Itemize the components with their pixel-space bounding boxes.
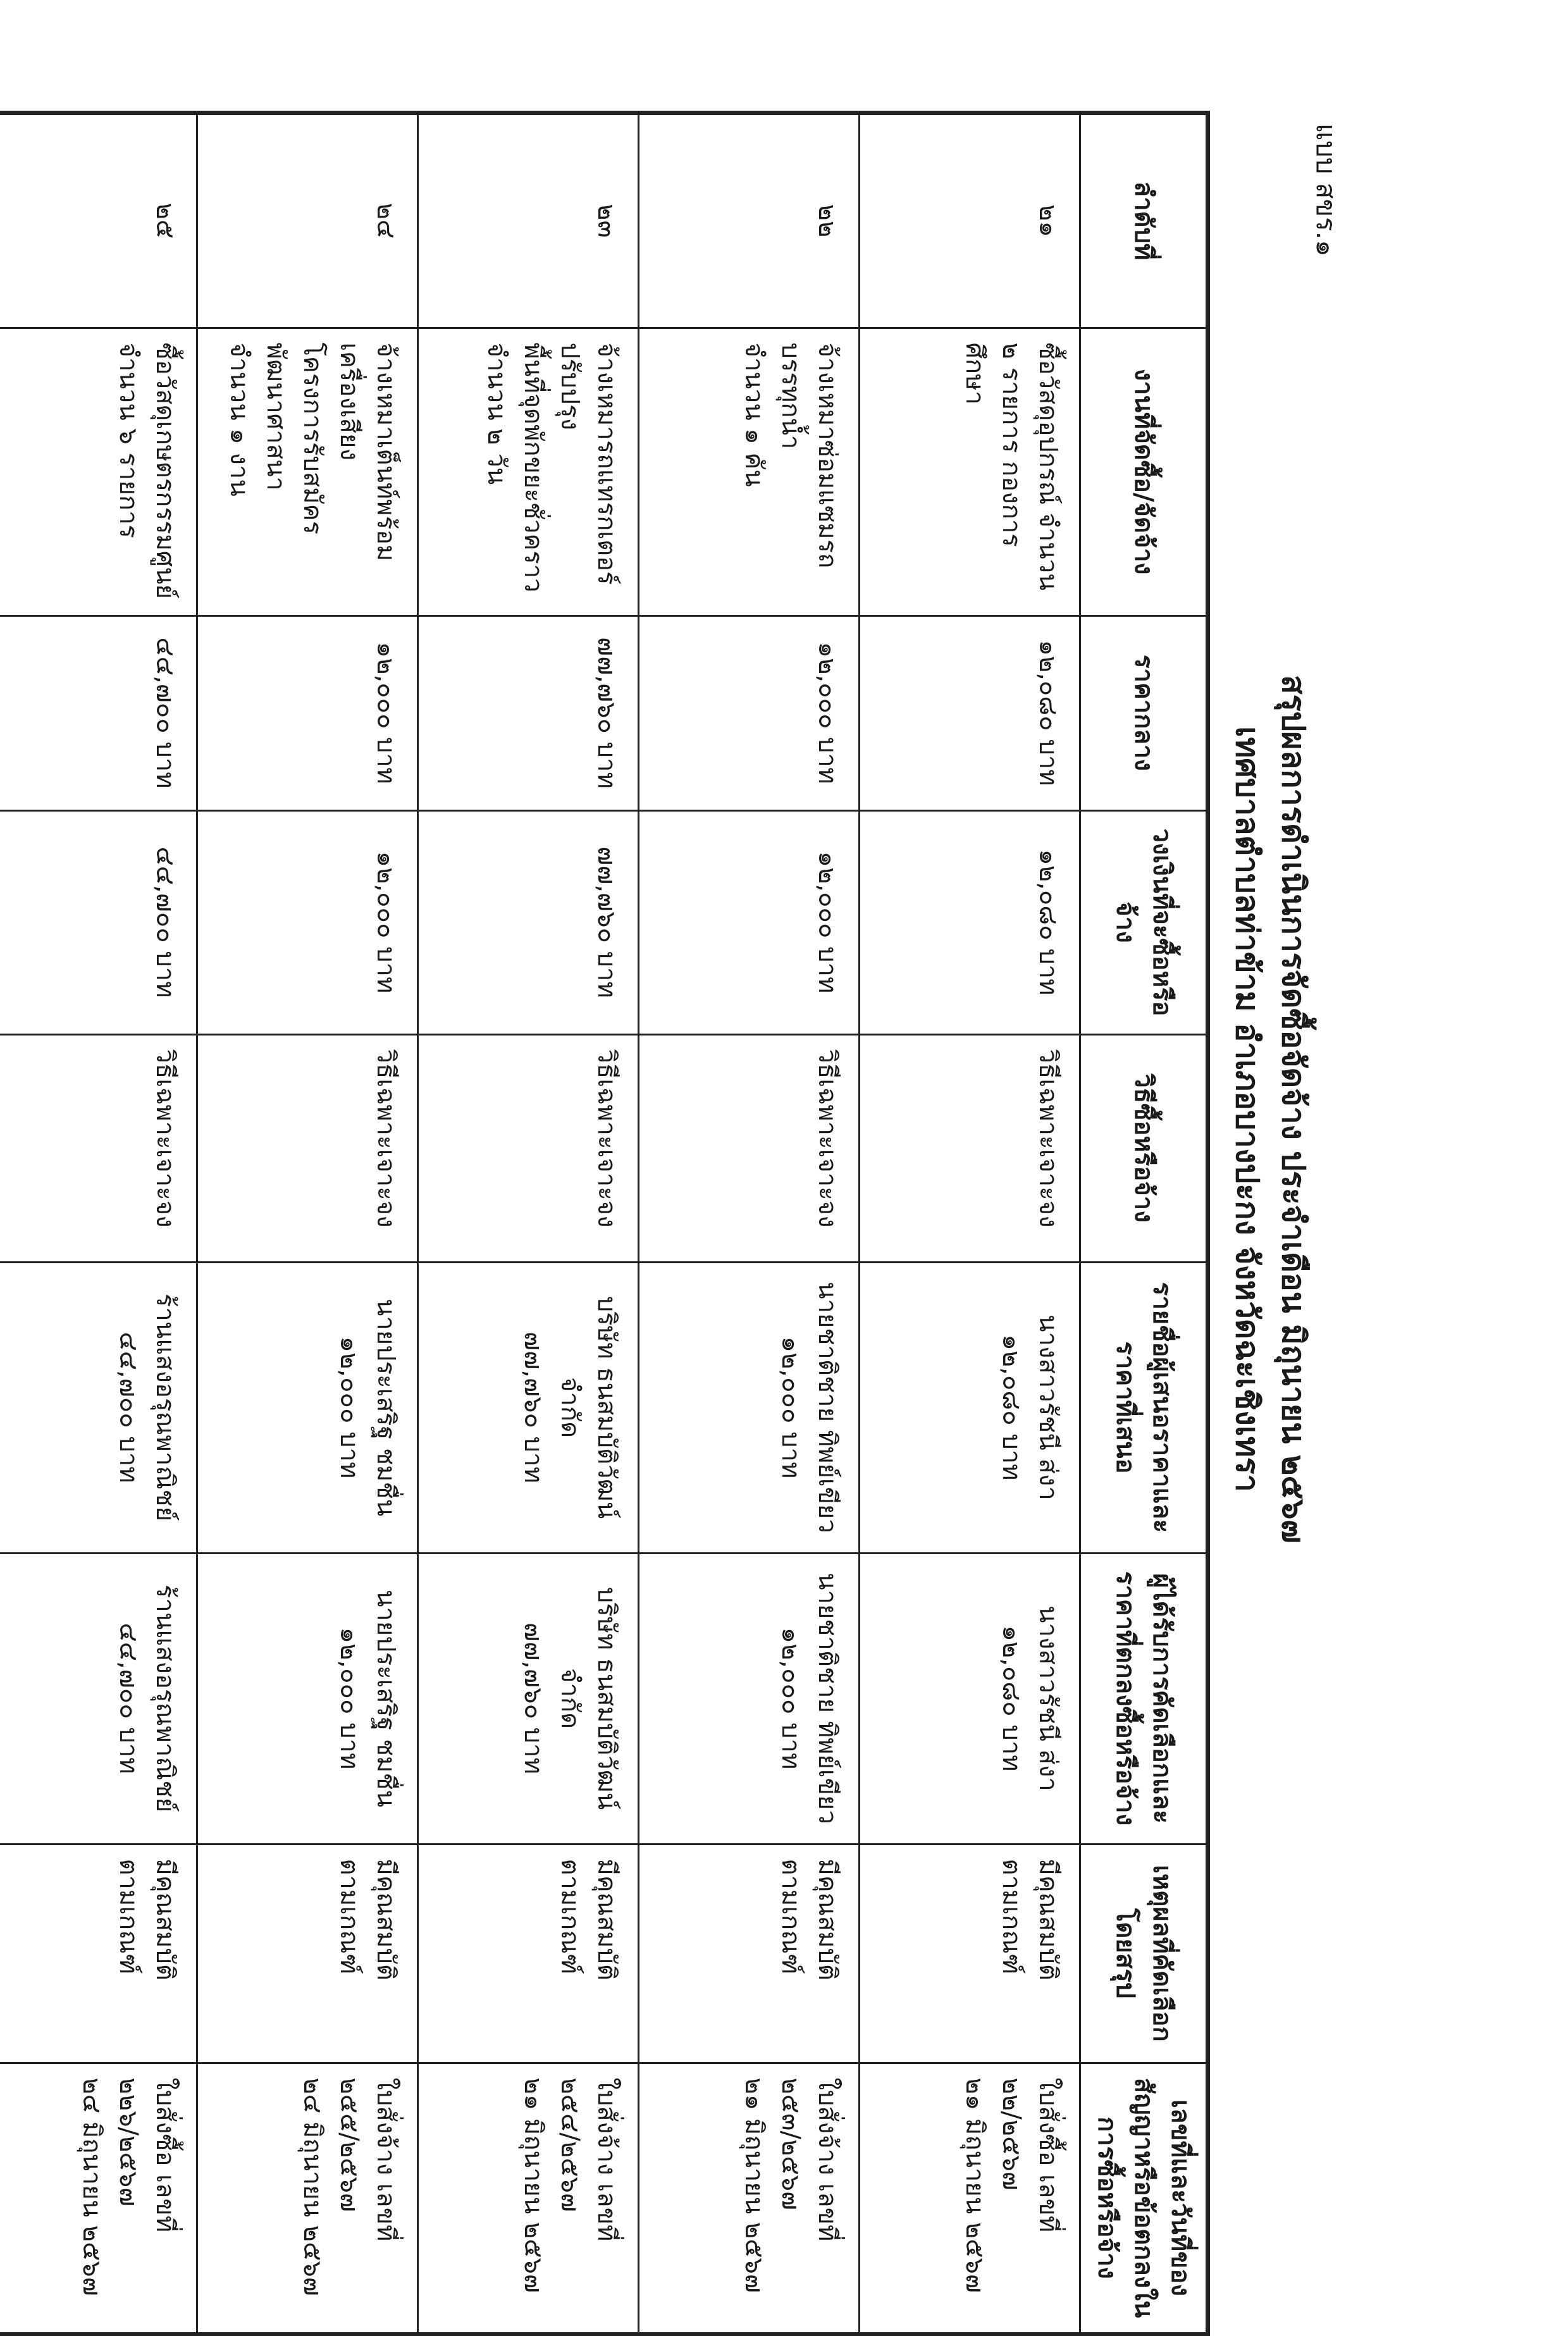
- cell-method: [417, 1034, 640, 1263]
- work-line: จ้างเหมาเต็นท์พร้อมเครื่องเสียง: [335, 342, 401, 562]
- cell-median: [638, 615, 861, 812]
- header-seq: [1080, 113, 1208, 329]
- contract-line: ใบสั่งจ้าง เลขที่: [813, 2077, 843, 2242]
- reason-line: มีคุณสมบัติ: [813, 1858, 843, 1981]
- winner-price: ๔๔,๗๐๐ บาท: [114, 1622, 144, 1774]
- header-budget: [1080, 810, 1208, 1035]
- work-line: พื้นที่จุดพักขยะชั่วคราว: [519, 342, 548, 593]
- winner-price: ๑๒,๐๐๐ บาท: [776, 1627, 806, 1770]
- winner-name: บริษัท ธนสมบัติวัฒน์ จำกัด: [555, 1586, 622, 1810]
- cell-budget: [417, 810, 640, 1035]
- median-price: ๑๒,๐๐๐ บาท: [371, 641, 401, 784]
- header-label-median: ราคากลาง: [1129, 655, 1158, 771]
- budget-amount: ๔๔,๗๐๐ บาท: [151, 846, 180, 998]
- contract-line: ๒๕๕/๒๕๖๗: [335, 2077, 364, 2212]
- header-label-reason: เหตุผลที่คัดเลือกโดยสรุป: [1111, 1865, 1176, 2042]
- reason-line: มีคุณสมบัติ: [592, 1858, 622, 1981]
- cell-median: [417, 615, 640, 812]
- reason-line: มีคุณสมบัติ: [1034, 1858, 1063, 1981]
- cell-seq: [417, 113, 640, 329]
- cell-winner: [638, 1552, 861, 1845]
- reason-line: ตามเกณฑ์: [776, 1858, 806, 1975]
- cell-reason: [197, 1843, 419, 2064]
- winner-name: นายชาติชาย ทิพย์เขียว: [813, 1573, 843, 1824]
- bidder-price: ๑๒,๐๘๐ บาท: [997, 1334, 1027, 1481]
- work-line: จำนวน ๑ คัน: [739, 342, 769, 487]
- cell-median: [0, 615, 199, 812]
- header-label-winner: ผู้ได้รับการคัดเลือกและราคาที่ตกลงซื้อหรือจ้าง: [1111, 1571, 1176, 1826]
- contract-line: ๒๑ มิถุนายน ๒๕๖๗: [960, 2077, 990, 2293]
- work-line: ซื้อวัสดุเกษตรกรรมศูนย์: [151, 342, 180, 599]
- contract-line: ใบสั่งจ้าง เลขที่: [371, 2077, 401, 2242]
- contract-line: ๒๑ มิถุนายน ๒๕๖๗: [519, 2077, 548, 2293]
- seq-number: ๒๔: [371, 202, 401, 239]
- contract-line: ๒๒๖/๒๕๖๗: [114, 2077, 144, 2207]
- cell-method: [0, 1034, 199, 1263]
- winner-name: นางสาวรัชนี ส่งา: [1034, 1605, 1063, 1791]
- header-label-seq: ลำดับที่: [1129, 181, 1158, 261]
- cell-budget: [197, 810, 419, 1035]
- cell-reason: [0, 1843, 199, 2064]
- cell-work: [197, 327, 419, 617]
- cell-winner: [859, 1552, 1082, 1845]
- document-title: สรุปผลการดำเนินการจัดซื้อจัดจ้าง ประจำเดือน มิถุนายน ๒๕๖๗: [1275, 675, 1312, 1543]
- cell-seq: [859, 113, 1082, 329]
- work-line: จำนวน ๖ รายการ: [114, 342, 144, 538]
- budget-amount: ๑๒,๐๐๐ บาท: [813, 851, 843, 994]
- bidder-price: ๗๗,๗๖๐ บาท: [519, 1332, 548, 1483]
- cell-budget: [859, 810, 1082, 1035]
- reason-line: ตามเกณฑ์: [555, 1858, 585, 1975]
- bidder-name: นางสาวรัชนี ส่งา: [1034, 1314, 1063, 1500]
- work-line: จ้างเหมารถแทรกเตอร์ปรับปรุง: [555, 342, 622, 585]
- header-median: [1080, 615, 1208, 812]
- header-work: [1080, 327, 1208, 617]
- procurement-method: วิธีเฉพาะเจาะจง: [371, 1049, 401, 1228]
- document-subtitle: เทศบาลตำบลท่าข้าม อำเภอบางปะกง จังหวัดฉะเชิงเทรา: [1229, 726, 1266, 1492]
- procurement-method: วิธีเฉพาะเจาะจง: [1034, 1049, 1063, 1228]
- header-bidders: [1080, 1261, 1208, 1554]
- median-price: ๑๒,๐๘๐ บาท: [1034, 640, 1063, 786]
- bidder-name: นายประเสริฐ ชมชื่น: [371, 1299, 401, 1516]
- cell-method: [197, 1034, 419, 1263]
- contract-line: ๒๕๓/๒๕๖๗: [776, 2077, 806, 2211]
- winner-price: ๑๒,๐๘๐ บาท: [997, 1625, 1027, 1772]
- work-line: โครงการรับสมัครพัฒนาศาสนา: [261, 342, 328, 535]
- contract-line: ๒๔ มิถุนายน ๒๕๖๗: [298, 2077, 328, 2296]
- cell-reason: [638, 1843, 861, 2064]
- procurement-method: วิธีเฉพาะเจาะจง: [592, 1049, 622, 1228]
- bidder-name: นายชาติชาย ทิพย์เขียว: [813, 1282, 843, 1533]
- cell-work: [417, 327, 640, 617]
- form-code: แบบ สขร.๑: [1311, 123, 1342, 257]
- median-price: ๗๗,๗๖๐ บาท: [592, 637, 622, 789]
- cell-budget: [638, 810, 861, 1035]
- cell-contract: [197, 2062, 419, 2334]
- bidder-price: ๑๒,๐๐๐ บาท: [776, 1336, 806, 1479]
- winner-name: นายประเสริฐ ชมชื่น: [371, 1590, 401, 1807]
- cell-budget: [0, 810, 199, 1035]
- cell-bidders: [197, 1261, 419, 1554]
- reason-line: ตามเกณฑ์: [997, 1858, 1027, 1975]
- procurement-method: วิธีเฉพาะเจาะจง: [813, 1049, 843, 1228]
- cell-bidders: [638, 1261, 861, 1554]
- seq-number: ๒๒: [813, 204, 843, 238]
- work-line: จำนวน ๒ วัน: [482, 342, 512, 485]
- cell-median: [197, 615, 419, 812]
- procurement-method: วิธีเฉพาะเจาะจง: [151, 1049, 180, 1228]
- header-winner: [1080, 1552, 1208, 1845]
- bidder-price: ๔๔,๗๐๐ บาท: [114, 1332, 144, 1483]
- header-method: [1080, 1034, 1208, 1263]
- contract-line: ๒๔ มิถุนายน ๒๕๖๗: [77, 2077, 107, 2296]
- cell-method: [859, 1034, 1082, 1263]
- winner-name: ร้านแสงอรุณพาณิชย์: [151, 1584, 180, 1813]
- cell-contract: [417, 2062, 640, 2334]
- cell-bidders: [417, 1261, 640, 1554]
- work-line: ซื้อวัสดุอุปกรณ์ จำนวน: [1034, 342, 1063, 591]
- cell-winner: [0, 1552, 199, 1845]
- bidder-price: ๑๒,๐๐๐ บาท: [335, 1336, 364, 1479]
- cell-contract: [638, 2062, 861, 2334]
- reason-line: ตามเกณฑ์: [335, 1858, 364, 1975]
- cell-seq: [197, 113, 419, 329]
- work-line: ๒ รายการ กองการศึกษา: [960, 342, 1027, 547]
- seq-number: ๒๑: [1034, 204, 1063, 237]
- contract-line: ๒๑ มิถุนายน ๒๕๖๗: [739, 2077, 769, 2293]
- cell-seq: [638, 113, 861, 329]
- header-label-budget: วงเงินที่จะซื้อหรือจ้าง: [1111, 828, 1176, 1017]
- cell-work: [0, 327, 199, 617]
- work-line: จ้างเหมาซ่อมแซมรถบรรทุกน้ำ: [776, 342, 843, 569]
- cell-seq: [0, 113, 199, 329]
- budget-amount: ๗๗,๗๖๐ บาท: [592, 846, 622, 998]
- contract-line: ๒๕๔/๒๕๖๗: [555, 2077, 585, 2212]
- header-contract: [1080, 2062, 1208, 2334]
- budget-amount: ๑๒,๐๐๐ บาท: [371, 851, 401, 994]
- header-reason: [1080, 1843, 1208, 2064]
- cell-work: [859, 327, 1082, 617]
- cell-contract: [859, 2062, 1082, 2334]
- reason-line: มีคุณสมบัติ: [151, 1858, 180, 1981]
- seq-number: ๒๕: [151, 202, 180, 239]
- cell-work: [638, 327, 861, 617]
- cell-bidders: [0, 1261, 199, 1554]
- winner-price: ๗๗,๗๖๐ บาท: [519, 1622, 548, 1774]
- contract-line: ๒๒/๒๕๖๗: [997, 2077, 1027, 2191]
- cell-reason: [417, 1843, 640, 2064]
- bidder-name: บริษัท ธนสมบัติวัฒน์ จำกัด: [555, 1295, 622, 1519]
- header-label-work: งานที่จัดซื้อ/จัดจ้าง: [1129, 368, 1158, 575]
- header-label-contract: เลขที่และวันที่ของสัญญาหรือข้อตกลงในการซื้อหรือจ้าง: [1092, 2077, 1195, 2318]
- budget-amount: ๑๒,๐๘๐ บาท: [1034, 849, 1063, 996]
- header-label-bidders: รายชื่อผู้เสนอราคาและราคาที่เสนอ: [1111, 1282, 1176, 1533]
- cell-contract: [0, 2062, 199, 2334]
- contract-line: ใบสั่งจ้าง เลขที่: [592, 2077, 622, 2242]
- procurement-table: [0, 111, 1210, 2336]
- cell-winner: [197, 1552, 419, 1845]
- contract-line: ใบสั่งซื้อ เลขที่: [1034, 2077, 1063, 2233]
- header-label-method: วิธีซื้อหรือจ้าง: [1129, 1073, 1158, 1223]
- cell-median: [859, 615, 1082, 812]
- winner-price: ๑๒,๐๐๐ บาท: [335, 1627, 364, 1770]
- bidder-name: ร้านแสงอรุณพาณิชย์: [151, 1293, 180, 1522]
- seq-number: ๒๓: [592, 204, 622, 238]
- median-price: ๔๔,๗๐๐ บาท: [151, 637, 180, 789]
- cell-winner: [417, 1552, 640, 1845]
- cell-bidders: [859, 1261, 1082, 1554]
- contract-line: ใบสั่งซื้อ เลขที่: [151, 2077, 180, 2233]
- reason-line: มีคุณสมบัติ: [371, 1858, 401, 1981]
- median-price: ๑๒,๐๐๐ บาท: [813, 641, 843, 784]
- cell-reason: [859, 1843, 1082, 2064]
- reason-line: ตามเกณฑ์: [114, 1858, 144, 1975]
- work-line: จำนวน ๑ งาน: [225, 342, 254, 497]
- cell-method: [638, 1034, 861, 1263]
